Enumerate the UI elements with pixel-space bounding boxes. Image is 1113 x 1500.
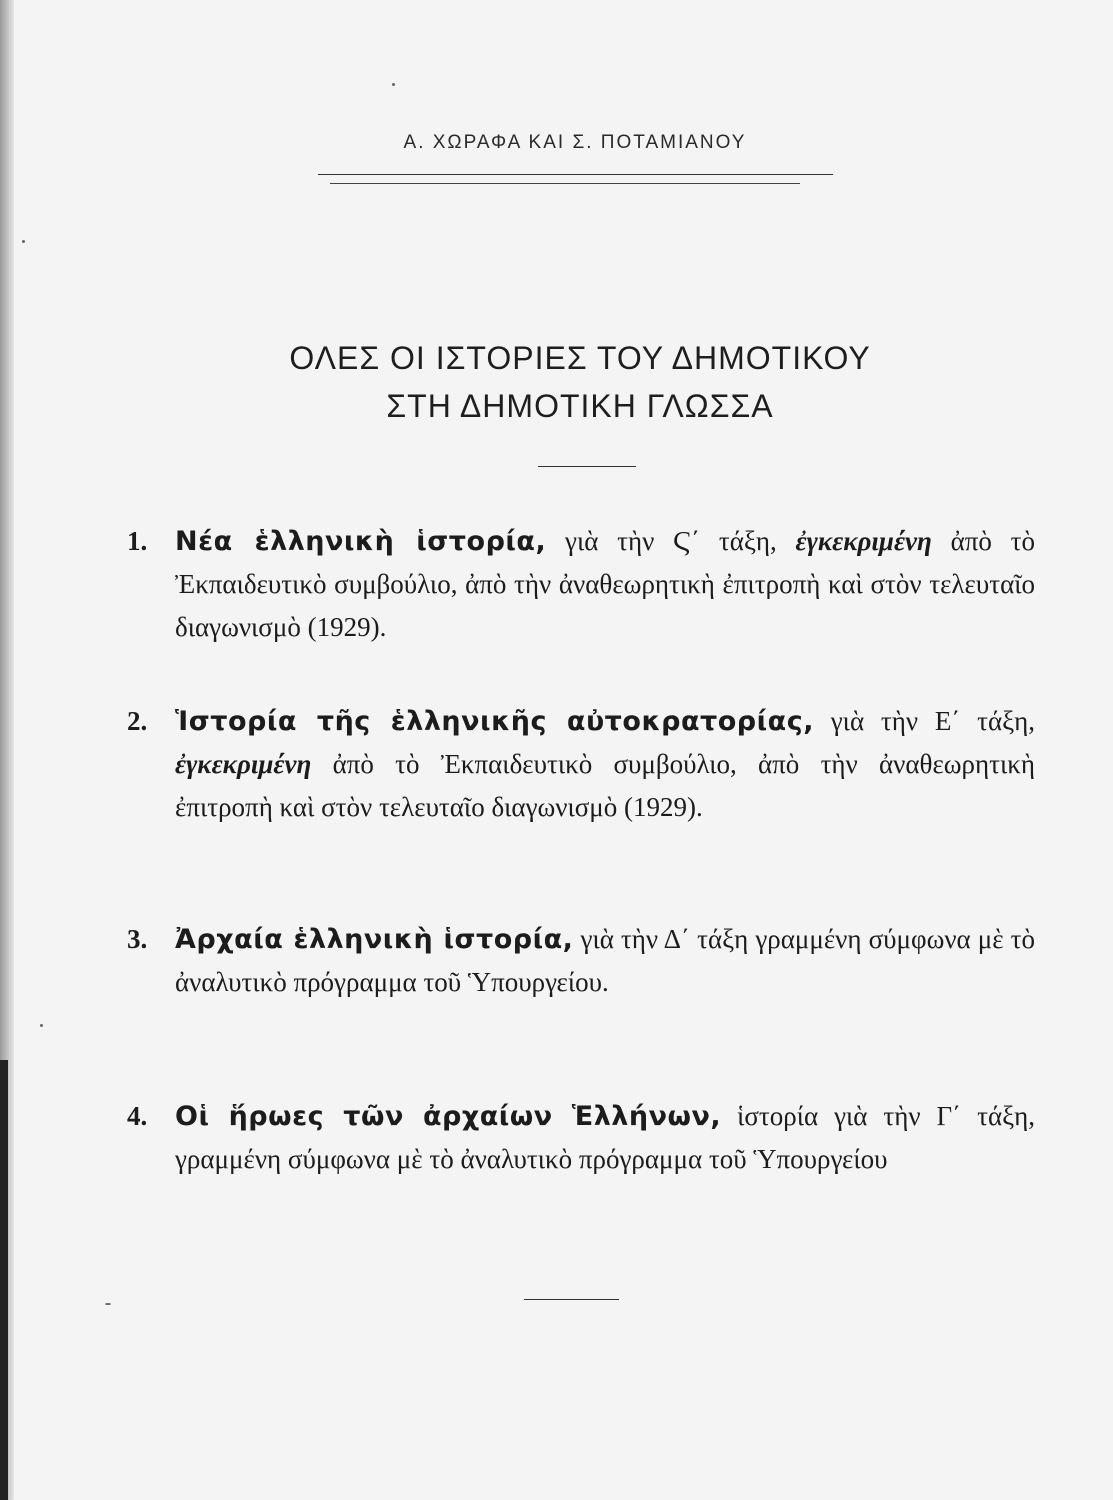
entry-text: ἱστορία γιὰ τὴν Γ΄ τάξη, γραμμένη σύμφωνα μὲ τὸ ἀναλυτικὸ πρόγραμμα τοῦ Ὑπουργείου <box>175 1101 1036 1174</box>
closing-rule <box>524 1299 619 1300</box>
page-title-line-1: ΟΛΕΣ ΟΙ ΙΣΤΟΡΙΕΣ ΤΟΥ ΔΗΜΟΤΙΚΟΥ <box>289 340 871 376</box>
entry-title: Ἀρχαία ἑλληνικὴ ἱστορία, <box>175 924 574 955</box>
entry-text-continued: ἀπὸ τὸ Ἐκπαιδευτικὸ συμβούλιο, ἀπὸ τὴν ἀναθεωρητικὴ ἐπιτροπὴ καὶ στὸν τελευταῖο διαγωνισμὸ (1929). <box>175 749 1035 822</box>
paper-speck <box>105 1303 111 1305</box>
header-rule-top <box>318 174 833 175</box>
header-rule-bottom <box>330 183 800 184</box>
entry-text-continued: ἀπὸ τὸ Ἐκπαιδευτικὸ συμβούλιο, ἀπὸ τὴν ἀναθεωρητικὴ ἐπιτροπὴ καὶ στὸν τελευταῖο διαγωνισμὸ (1929). <box>175 526 1035 642</box>
page-binding-shadow <box>0 1060 8 1500</box>
entry-text: γιὰ τὴν Δ΄ τάξη γραμμένη σύμφωνα μὲ τὸ ἀναλυτικὸ πρόγραμμα τοῦ Ὑπουργείου. <box>175 924 1035 997</box>
book-entry-4 <box>127 1095 1036 1181</box>
paper-speck <box>22 240 25 243</box>
paper-speck <box>392 83 395 86</box>
paper-speck <box>40 1024 43 1027</box>
page-title <box>150 334 1010 430</box>
entry-title: Νέα ἑλληνικὴ ἱστορία, <box>175 526 547 557</box>
entry-number: 2. <box>127 706 148 736</box>
book-entry-2 <box>127 700 1035 829</box>
title-rule <box>538 466 636 467</box>
book-entry-1 <box>127 520 1035 649</box>
entry-title: Οἱ ἥρωες τῶν ἀρχαίων Ἑλλήνων, <box>175 1101 722 1132</box>
entry-title: Ἱστορία τῆς ἑλληνικῆς αὐτοκρατορίας, <box>175 706 814 737</box>
authors-header: Α. ΧΩΡΑΦΑ ΚΑΙ Σ. ΠΟΤΑΜΙΑΝΟΥ <box>403 132 747 153</box>
entry-text: γιὰ τὴν Ϛ΄ τάξη, <box>546 526 796 556</box>
entry-approved: ἐγκεκριμένη <box>175 749 312 779</box>
entry-number: 1. <box>127 526 148 556</box>
page-title-line-2: ΣΤΗ ΔΗΜΟΤΙΚΗ ΓΛΩΣΣΑ <box>386 388 774 424</box>
entry-number: 4. <box>127 1101 148 1131</box>
entry-approved: ἐγκεκριμένη <box>795 526 932 556</box>
book-entry-3 <box>127 918 1035 1004</box>
entry-text: γιὰ τὴν Ε΄ τάξη, <box>813 706 1035 736</box>
entry-number: 3. <box>127 924 148 954</box>
